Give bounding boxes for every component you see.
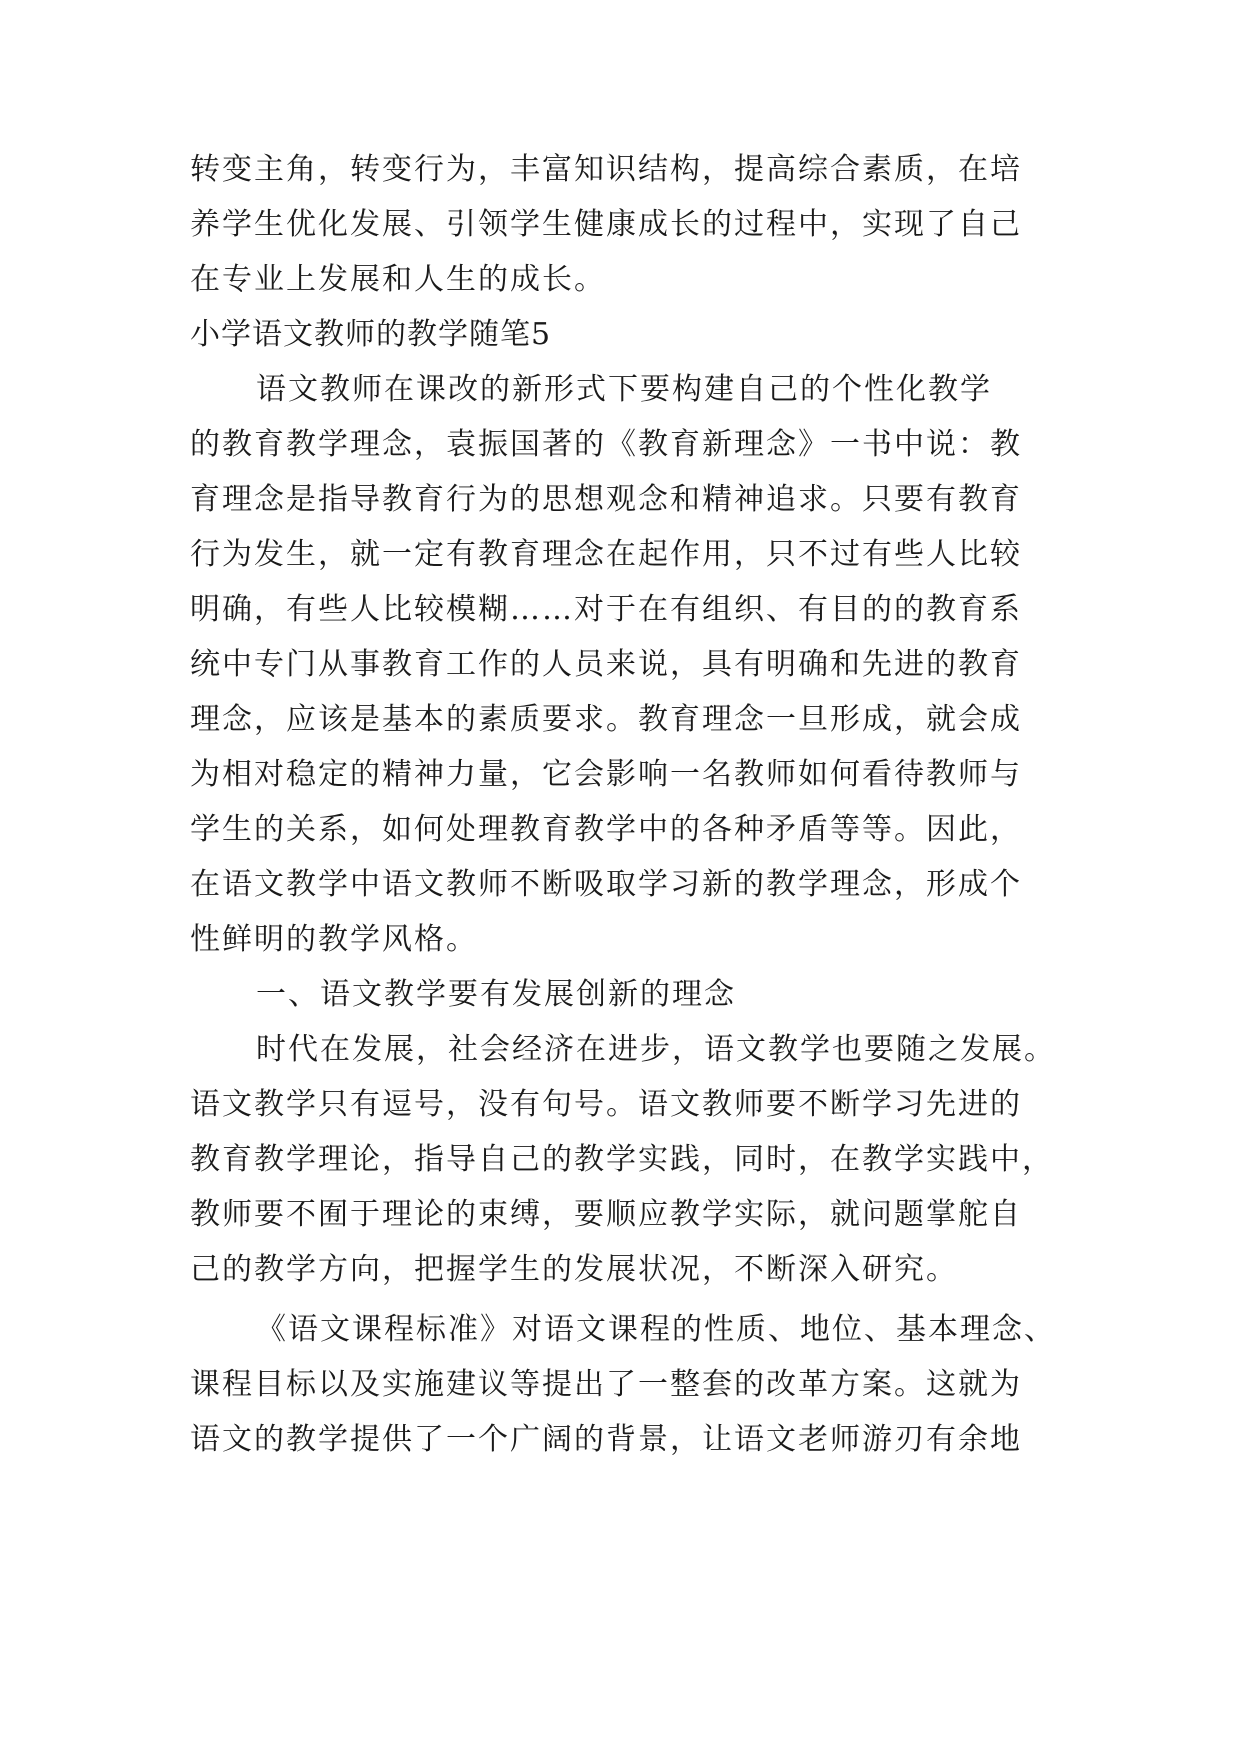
subsection-heading: 一、语文教学要有发展创新的理念 (256, 977, 736, 1012)
body-text-line: 的教育教学理念，袁振国著的《教育新理念》一书中说：教 (190, 427, 1022, 462)
body-text-line: 学生的关系，如何处理教育教学中的各种矛盾等等。因此， (190, 812, 1022, 847)
body-text-line: 语文教学只有逗号，没有句号。语文教师要不断学习先进的 (190, 1087, 1022, 1122)
body-text-line: 教师要不囿于理论的束缚，要顺应教学实际，就问题掌舵自 (190, 1197, 1022, 1232)
body-text-line: 明确，有些人比较模糊……对于在有组织、有目的的教育系 (190, 592, 1022, 627)
body-text-line: 课程目标以及实施建议等提出了一整套的改革方案。这就为 (190, 1367, 1022, 1402)
body-text-line: 性鲜明的教学风格。 (190, 922, 478, 957)
body-text-line: 转变主角，转变行为，丰富知识结构，提高综合素质，在培 (190, 152, 1022, 187)
body-text-line: 《语文课程标准》对语文课程的性质、地位、基本理念、 (256, 1312, 1056, 1347)
body-text-line: 语文的教学提供了一个广阔的背景，让语文老师游刃有余地 (190, 1422, 1022, 1457)
body-text-line: 育理念是指导教育行为的思想观念和精神追求。只要有教育 (190, 482, 1022, 517)
body-text-line: 时代在发展，社会经济在进步，语文教学也要随之发展。 (256, 1032, 1056, 1067)
body-text-line: 养学生优化发展、引领学生健康成长的过程中，实现了自己 (190, 207, 1022, 242)
body-text-line: 语文教师在课改的新形式下要构建自己的个性化教学 (256, 372, 992, 407)
body-text-line: 教育教学理论，指导自己的教学实践，同时，在教学实践中， (190, 1142, 1054, 1177)
body-text-line: 行为发生，就一定有教育理念在起作用，只不过有些人比较 (190, 537, 1022, 572)
body-text-line: 在语文教学中语文教师不断吸取学习新的教学理念，形成个 (190, 867, 1022, 902)
body-text-line: 理念，应该是基本的素质要求。教育理念一旦形成，就会成 (190, 702, 1022, 737)
body-text-line: 在专业上发展和人生的成长。 (190, 262, 606, 297)
body-text-line: 统中专门从事教育工作的人员来说，具有明确和先进的教育 (190, 647, 1022, 682)
body-text-line: 己的教学方向，把握学生的发展状况，不断深入研究。 (190, 1252, 958, 1287)
section-title: 小学语文教师的教学随笔5 (190, 317, 552, 352)
body-text-line: 为相对稳定的精神力量，它会影响一名教师如何看待教师与 (190, 757, 1022, 792)
